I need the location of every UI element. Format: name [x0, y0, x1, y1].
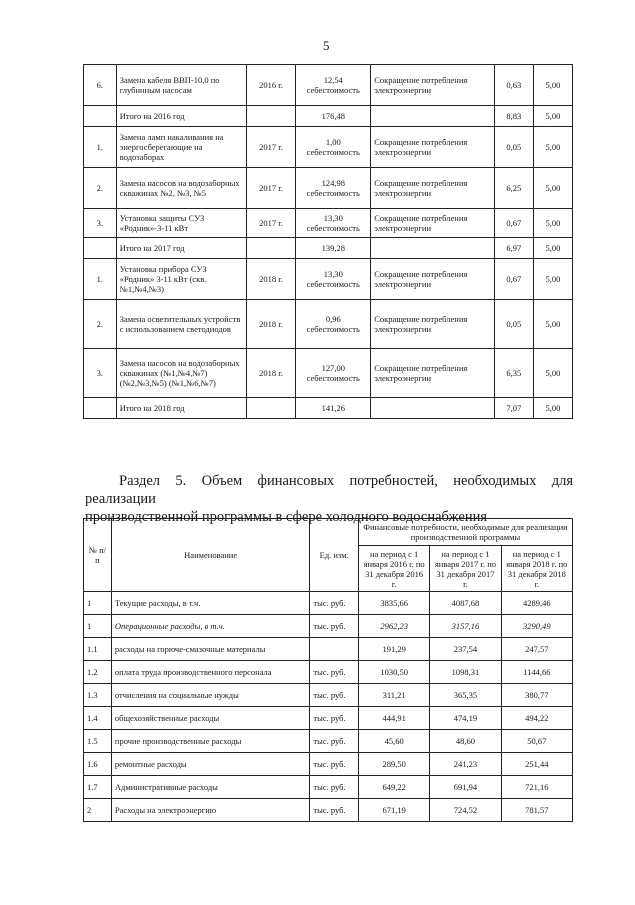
cell-name: прочие производственные расходы — [111, 730, 309, 753]
cell-v2: 5,00 — [533, 238, 572, 259]
table-row — [84, 209, 573, 238]
table-row — [84, 753, 573, 776]
cell-v1: 6,35 — [494, 349, 533, 398]
cell-name: Замена осветительных устройств с использованием светодиодов — [116, 300, 246, 349]
table-row — [84, 707, 573, 730]
cell-v3: 251,44 — [501, 753, 572, 776]
cell-v2: 1098,31 — [430, 661, 501, 684]
cell-v2: 48,60 — [430, 730, 501, 753]
cell-effect — [371, 238, 495, 259]
cell-cost: 127,00 себестоимость — [296, 349, 371, 398]
table-row — [84, 106, 573, 127]
cell-v2: 724,52 — [430, 799, 501, 822]
header-period-2017: на период с 1 января 2017 г. по 31 декабря 2017 г. — [430, 546, 501, 592]
cell-num: 1 — [84, 592, 112, 615]
cell-cost: 0,96 себестоимость — [296, 300, 371, 349]
cell-num — [84, 106, 117, 127]
cell-v1: 1030,50 — [358, 661, 429, 684]
cell-v3: 4289,46 — [501, 592, 572, 615]
cell-effect: Сокращение потребления электроэнергии — [371, 209, 495, 238]
cell-num: 1.2 — [84, 661, 112, 684]
cell-v3: 1144,66 — [501, 661, 572, 684]
cell-num: 2. — [84, 300, 117, 349]
cell-v1: 0,67 — [494, 259, 533, 300]
cell-effect — [371, 398, 495, 419]
cell-num: 1. — [84, 127, 117, 168]
cell-v1: 311,21 — [358, 684, 429, 707]
cell-v1: 191,29 — [358, 638, 429, 661]
cell-num: 3. — [84, 349, 117, 398]
cell-unit: тыс. руб. — [310, 707, 359, 730]
cell-num: 2 — [84, 799, 112, 822]
cell-v2: 474,19 — [430, 707, 501, 730]
table-row — [84, 661, 573, 684]
table-row — [84, 638, 573, 661]
cell-v1: 671,19 — [358, 799, 429, 822]
cell-v1: 2962,23 — [358, 615, 429, 638]
cell-v3: 781,57 — [501, 799, 572, 822]
cell-name: ремонтные расходы — [111, 753, 309, 776]
table-row — [84, 776, 573, 799]
cell-name: Замена насосов на водозаборных скважинах (№1,№4,№7) (№2,№3,№5) (№1,№6,№7) — [116, 349, 246, 398]
cell-name: Расходы на электроэнергию — [111, 799, 309, 822]
table-row — [84, 238, 573, 259]
cell-name: Итого на 2016 год — [116, 106, 246, 127]
cell-unit: тыс. руб. — [310, 592, 359, 615]
cell-unit: тыс. руб. — [310, 684, 359, 707]
cell-v1: 6,97 — [494, 238, 533, 259]
cell-year: 2018 г. — [246, 349, 296, 398]
cell-cost: 1,00 себестоимость — [296, 127, 371, 168]
cell-unit: тыс. руб. — [310, 661, 359, 684]
cell-year: 2017 г. — [246, 168, 296, 209]
cell-v1: 45,60 — [358, 730, 429, 753]
cell-name: Замена ламп накаливания на энергосберегающие на водозаборах — [116, 127, 246, 168]
cell-v1: 8,83 — [494, 106, 533, 127]
cell-year: 2017 г. — [246, 127, 296, 168]
cell-v2: 5,00 — [533, 209, 572, 238]
cell-unit: тыс. руб. — [310, 799, 359, 822]
cell-v3: 721,16 — [501, 776, 572, 799]
cell-year: 2016 г. — [246, 65, 296, 106]
cell-effect — [371, 106, 495, 127]
cell-cost: 12,54 себестоимость — [296, 65, 371, 106]
cell-name: оплата труда производственного персонала — [111, 661, 309, 684]
cell-v1: 0,05 — [494, 300, 533, 349]
cell-year: 2018 г. — [246, 300, 296, 349]
cell-v2: 5,00 — [533, 168, 572, 209]
header-num: № п/п — [84, 519, 112, 592]
cell-name: Итого на 2017 год — [116, 238, 246, 259]
cell-num: 1 — [84, 615, 112, 638]
cell-name: общехозяйственные расходы — [111, 707, 309, 730]
cell-name: Операционные расходы, в т.ч. — [111, 615, 309, 638]
cell-unit: тыс. руб. — [310, 776, 359, 799]
cell-num: 6. — [84, 65, 117, 106]
cell-v2: 5,00 — [533, 65, 572, 106]
cell-name: расходы на горюче-смазочные материалы — [111, 638, 309, 661]
cell-unit — [310, 638, 359, 661]
cell-v1: 6,25 — [494, 168, 533, 209]
cell-effect: Сокращение потребления электроэнергии — [371, 127, 495, 168]
table-row — [84, 615, 573, 638]
cell-v2: 241,23 — [430, 753, 501, 776]
cell-v2: 5,00 — [533, 349, 572, 398]
cell-unit: тыс. руб. — [310, 615, 359, 638]
cell-cost: 141,26 — [296, 398, 371, 419]
table-row — [84, 300, 573, 349]
cell-v2: 691,94 — [430, 776, 501, 799]
cell-v3: 494,22 — [501, 707, 572, 730]
cell-cost: 13,30 себестоимость — [296, 259, 371, 300]
cell-num: 1.5 — [84, 730, 112, 753]
header-unit: Ед. изм. — [310, 519, 359, 592]
table-row — [84, 398, 573, 419]
cell-effect: Сокращение потребления электроэнергии — [371, 65, 495, 106]
cell-year — [246, 238, 296, 259]
cell-year — [246, 106, 296, 127]
cell-name: Замена кабеля ВВП-10,0 по глубинным насосам — [116, 65, 246, 106]
cell-v1: 0,67 — [494, 209, 533, 238]
header-period-2016: на период с 1 января 2016 г. по 31 декабря 2016 г. — [358, 546, 429, 592]
cell-v2: 3157,16 — [430, 615, 501, 638]
table-row — [84, 592, 573, 615]
cell-year: 2018 г. — [246, 259, 296, 300]
table-row — [84, 799, 573, 822]
cell-year: 2017 г. — [246, 209, 296, 238]
cell-num: 1. — [84, 259, 117, 300]
cell-num: 1.7 — [84, 776, 112, 799]
page-number: 5 — [323, 38, 330, 53]
cell-v2: 4087,68 — [430, 592, 501, 615]
cell-v1: 3835,66 — [358, 592, 429, 615]
cell-year — [246, 398, 296, 419]
cell-num — [84, 238, 117, 259]
cell-v1: 289,50 — [358, 753, 429, 776]
cell-num: 2. — [84, 168, 117, 209]
measures-table — [83, 64, 573, 419]
header-name: Наименование — [111, 519, 309, 592]
cell-v2: 5,00 — [533, 300, 572, 349]
cell-num — [84, 398, 117, 419]
cell-effect: Сокращение потребления электроэнергии — [371, 259, 495, 300]
cell-cost: 176,48 — [296, 106, 371, 127]
cell-unit: тыс. руб. — [310, 753, 359, 776]
cell-v1: 444,91 — [358, 707, 429, 730]
cell-v3: 380,77 — [501, 684, 572, 707]
cell-v2: 5,00 — [533, 398, 572, 419]
table-row — [84, 65, 573, 106]
cell-v3: 247,57 — [501, 638, 572, 661]
header-group: Финансовые потребности, необходимые для реализации производственной программы — [358, 519, 572, 546]
cell-name: Установка защиты СУЗ «Родник»-3-11 кВт — [116, 209, 246, 238]
cell-name: Замена насосов на водозаборных скважинах №2, №3, №5 — [116, 168, 246, 209]
cell-name: Текущие расходы, в т.ч. — [111, 592, 309, 615]
cell-effect: Сокращение потребления электроэнергии — [371, 300, 495, 349]
cell-name: Установка прибора СУЗ «Родник» 3-11 кВт (скв.№1,№4,№3) — [116, 259, 246, 300]
cell-v1: 649,22 — [358, 776, 429, 799]
cell-v2: 365,35 — [430, 684, 501, 707]
cell-num: 1.4 — [84, 707, 112, 730]
table-row — [84, 259, 573, 300]
table-row — [84, 684, 573, 707]
cell-v2: 237,54 — [430, 638, 501, 661]
financial-needs-table — [83, 518, 573, 822]
cell-num: 1.1 — [84, 638, 112, 661]
cell-name: Итого на 2018 год — [116, 398, 246, 419]
cell-unit: тыс. руб. — [310, 730, 359, 753]
table-row — [84, 168, 573, 209]
table-row — [84, 349, 573, 398]
cell-v2: 5,00 — [533, 106, 572, 127]
cell-v3: 3290,49 — [501, 615, 572, 638]
table-row — [84, 730, 573, 753]
cell-effect: Сокращение потребления электроэнергии — [371, 168, 495, 209]
cell-v3: 50,67 — [501, 730, 572, 753]
section-heading-line-2: производственной программы в сфере холодного водоснабжения — [85, 509, 488, 525]
section-heading-line-1: Раздел 5. Объем финансовых потребностей, необходимых для реализации — [85, 473, 573, 507]
cell-effect: Сокращение потребления электроэнергии — [371, 349, 495, 398]
cell-v2: 5,00 — [533, 259, 572, 300]
cell-v1: 0,63 — [494, 65, 533, 106]
header-period-2018: на период с 1 января 2018 г. по 31 декабря 2018 г. — [501, 546, 572, 592]
cell-num: 3. — [84, 209, 117, 238]
table-row — [84, 127, 573, 168]
cell-name: отчисления на социальные нужды — [111, 684, 309, 707]
cell-name: Административные расходы — [111, 776, 309, 799]
table-header-row — [84, 519, 573, 546]
cell-v2: 5,00 — [533, 127, 572, 168]
cell-num: 1.6 — [84, 753, 112, 776]
cell-num: 1.3 — [84, 684, 112, 707]
cell-cost: 139,28 — [296, 238, 371, 259]
cell-v1: 0,05 — [494, 127, 533, 168]
cell-cost: 13,30 себестоимость — [296, 209, 371, 238]
cell-v1: 7,07 — [494, 398, 533, 419]
cell-cost: 124,98 себестоимость — [296, 168, 371, 209]
